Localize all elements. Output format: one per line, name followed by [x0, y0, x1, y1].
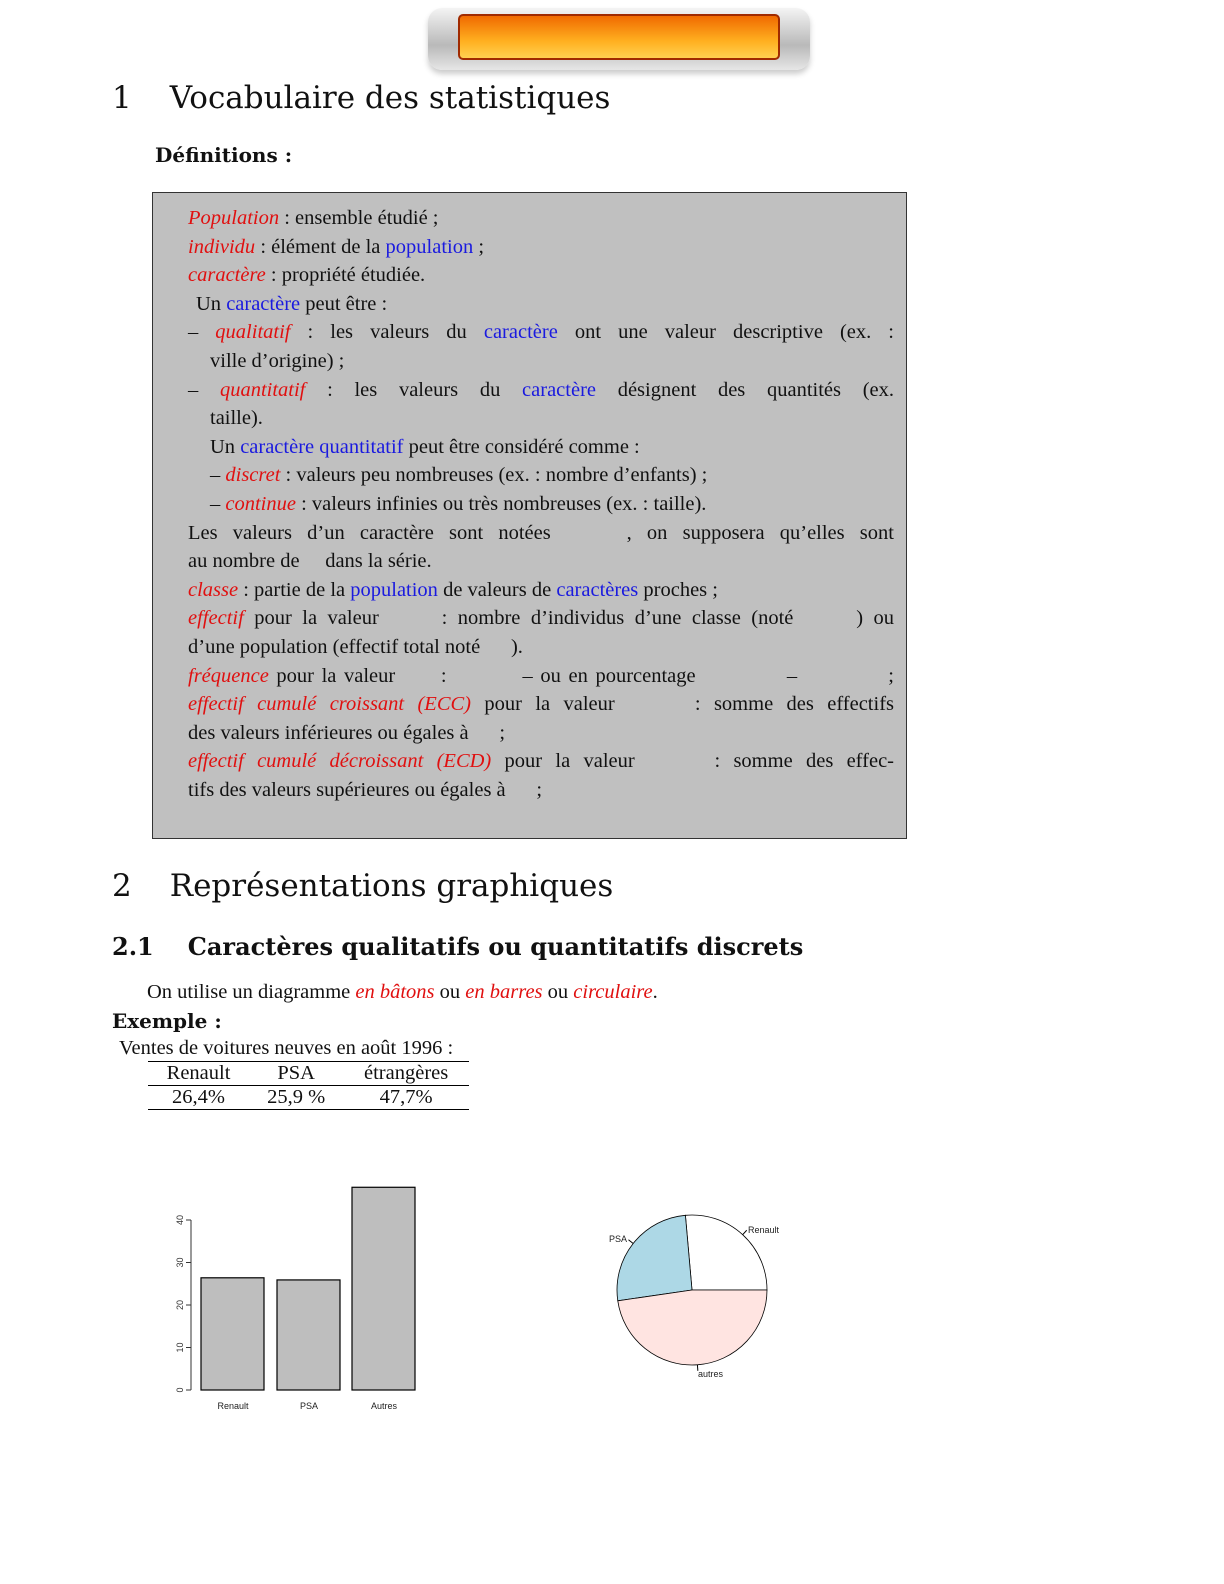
section-number: 2: [112, 868, 132, 904]
definition-text: –: [210, 464, 226, 487]
pie-label: autres: [698, 1369, 724, 1379]
term-link: caractère: [226, 292, 301, 315]
definition-text: pour la valeur : somme des effectifs: [471, 693, 894, 716]
text: On utilise un diagramme: [147, 981, 356, 1003]
definition-text: d’une population (effectif total noté ).: [188, 636, 523, 658]
definition-text: Les valeurs d’un caractère sont notées , on supposera qu’elles sont: [188, 521, 894, 544]
defined-term: continue: [225, 493, 296, 515]
table-cell: 47,7%: [379, 1086, 433, 1108]
pie-label: PSA: [608, 1234, 627, 1244]
defined-term: effectif cumulé décroissant (ECD): [188, 750, 492, 773]
term-link: population: [385, 235, 474, 258]
y-tick-label: 10: [175, 1342, 185, 1353]
term: en bâtons: [355, 981, 435, 1003]
definition-text: pour la valeur : nombre d’individus d’une classe (noté ) ou: [243, 607, 894, 630]
definition-text: pour la valeur : – ou en pourcentage – ;: [268, 664, 894, 687]
term-link: caractère quantitatif: [240, 435, 404, 458]
x-tick-label: PSA: [299, 1401, 319, 1411]
subsection-title: Caractères qualitatifs ou quantitatifs discrets: [187, 932, 804, 961]
definition-text: : ensemble étudié ;: [279, 207, 439, 229]
definition-text: peut être :: [300, 292, 388, 315]
term-link: population: [350, 578, 438, 601]
defined-term: classe: [188, 578, 239, 601]
definition-text: : propriété étudiée.: [265, 264, 426, 287]
definition-text: proches ;: [638, 578, 718, 601]
term-link: caractères: [556, 578, 639, 601]
pie-slice: [618, 1290, 767, 1365]
term-link: caractère: [483, 321, 558, 344]
y-tick-label: 30: [175, 1257, 185, 1268]
section-number: 1: [112, 80, 132, 116]
definition-text: taille).: [210, 407, 263, 430]
text: .: [652, 981, 658, 1003]
definition-text: ont une valeur descriptive (ex. :: [557, 321, 895, 344]
pie-label: Renault: [748, 1225, 780, 1235]
pie-label-tick: [743, 1230, 747, 1234]
definition-text: ville d’origine) ;: [210, 350, 345, 372]
example-caption: Ventes de voitures neuves en août 1996 :: [119, 1037, 454, 1059]
definition-text: : valeurs peu nombreuses (ex. : nombre d’enfants) ;: [280, 464, 708, 487]
subsection-number: 2.1: [112, 932, 154, 961]
table-header: Renault: [166, 1062, 231, 1084]
definition-text: désignent des quantités (ex.: [596, 378, 894, 401]
definition-text: au nombre de dans la série.: [188, 550, 432, 573]
defined-term: effectif cumulé croissant (ECC): [188, 693, 472, 716]
section-title: Vocabulaire des statistiques: [169, 80, 611, 116]
definition-text: –: [188, 321, 216, 344]
bar: [277, 1280, 340, 1390]
table-cell: 25,9 %: [267, 1086, 326, 1108]
definition-text: pour la valeur : somme des effec-: [491, 750, 894, 773]
table-header: étrangères: [364, 1062, 449, 1084]
definition-text: tifs des valeurs supérieures ou égales à ;: [188, 779, 543, 801]
definition-text: des valeurs inférieures ou égales à ;: [188, 721, 506, 744]
definition-text: –: [210, 493, 226, 515]
definition-text: ;: [473, 235, 485, 258]
definition-text: Un: [196, 292, 227, 315]
definition-text: –: [188, 378, 220, 401]
defined-term: individu: [188, 235, 256, 258]
section-title: Représentations graphiques: [169, 868, 614, 904]
table-cell: 26,4%: [172, 1086, 225, 1108]
defined-term: quantitatif: [219, 378, 306, 401]
definitions-label: Définitions :: [155, 143, 293, 167]
defined-term: discret: [225, 464, 281, 487]
definition-text: : élément de la: [255, 235, 386, 258]
definition-text: : les valeurs du: [305, 378, 523, 401]
pie-slice: [617, 1215, 692, 1301]
definition-text: : partie de la: [238, 578, 351, 601]
definition-text: peut être considéré comme :: [403, 435, 640, 458]
table-header: PSA: [277, 1062, 315, 1084]
pie-label-tick: [628, 1240, 633, 1244]
bar: [352, 1187, 415, 1390]
defined-term: qualitatif: [215, 321, 291, 344]
example-label: Exemple :: [112, 1009, 222, 1033]
definition-text: de valeurs de: [437, 578, 557, 601]
defined-term: caractère: [188, 264, 266, 287]
defined-term: Population: [188, 207, 280, 229]
defined-term: effectif: [188, 607, 244, 630]
defined-term: fréquence: [188, 664, 269, 687]
definition-text: : valeurs infinies ou très nombreuses (ex. : taille).: [295, 493, 707, 515]
definition-text: : les valeurs du: [290, 321, 484, 344]
term-link: caractère: [522, 378, 596, 401]
x-tick-label: Autres: [370, 1401, 398, 1411]
definition-text: Un: [210, 435, 241, 458]
y-tick-label: 20: [175, 1299, 185, 1311]
term: en barres: [465, 981, 543, 1003]
text: ou: [434, 981, 466, 1003]
term: circulaire: [573, 981, 653, 1003]
text: ou: [542, 981, 574, 1003]
y-tick-label: 40: [175, 1214, 185, 1226]
x-tick-label: Renault: [217, 1401, 249, 1411]
y-tick-label: 0: [175, 1387, 185, 1393]
bar: [201, 1278, 264, 1390]
